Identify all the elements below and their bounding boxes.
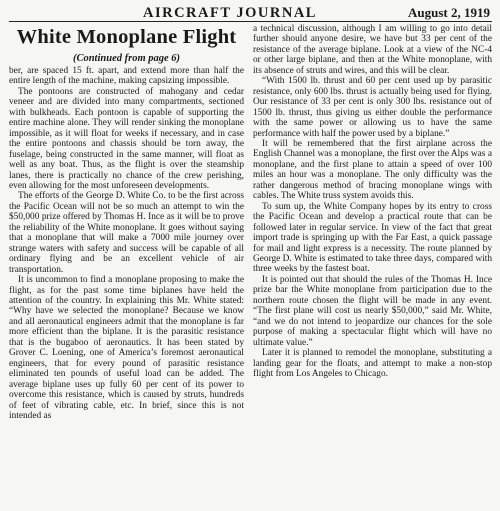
paragraph: The efforts of the George D. White Co. to be the first across the Pacific Ocean will not be so much an attempt to win the $50,000 prize offered by Thomas H. Ince as it will be to prove the reliability of the White monoplane. It goes without saying that a monoplane that will make a 7000 mile journey over strange waters with safety and success will be capable of all ordinary flying and be an excellent vehicle of air transportation. bbox=[9, 191, 244, 275]
paragraph: a technical discussion, although I am willing to go into detail further should anyone desire, we have but 33 per cent of the resistance of the average biplane. Look at a view of the NC-4 or other large biplane, and then at the White monoplane, with its absence of struts and wires, and this will be clear. bbox=[253, 24, 492, 76]
paragraph: It is uncommon to find a monoplane proposing to make the flight, as for the past some time biplanes have held the attention of the country. In explaining this Mr. White stated: “Why have we selected the monoplane? Because we know and all aeronautical engineers admit that the monoplane is far more efficient than the biplane. It is the parasitic resistance that is the bugaboo of aeronautics. It has been stated by Grover C. Loening, one of America’s foremost aeronautical engineers, that for every pound of parasitic resistance eliminated ten pounds of useful load can be added. The average biplane uses up fully 60 per cent of its power to overcome this resistance, which is caused by struts, hundreds of feet of vibrating cable, etc. In brief, since this is not intended as bbox=[9, 275, 244, 421]
paragraph: It is pointed out that should the rules of the Thomas H. Ince prize bar the White monoplane from participation due to the northern route chosen the flight will be made in any event. “The first plane will cost us nearly $50,000,” said Mr. White, “and we do not intend to jeopardize our chances for the sole purpose of making a spectacular flight which will have no ultimate value.” bbox=[253, 274, 492, 348]
journal-name: AIRCRAFT JOURNAL bbox=[143, 5, 317, 21]
paragraph: The pontoons are constructed of mahogany and cedar veneer and are divided into many compartments, sectioned with bulkheads. Each pontoon is capable of supporting the entire machine alone. They will render sinking the monoplane impossible, as it will float for weeks if necessary, and in case the entire pontoons and chassis should be torn away, the fuselage, being constructed in the same manner, will float as well as any boat. Thus, as the flight is over the steamship lanes, there is practically no chance of the crew perishing, even allowing for the most unforeseen developments. bbox=[9, 86, 244, 191]
paragraph: “With 1500 lb. thrust and 60 per cent used up by parasitic resistance, only 600 lbs. thrust is actually being used for flying. Our resistance of 33 per cent is only 300 lbs. resistance out of 1500 lb. thrust, thus giving us either double the performance with the same power or allowing us to have the same performance with half the power used by a biplane.” bbox=[253, 76, 492, 139]
paragraph: To sum up, the White Company hopes by its entry to cross the Pacific Ocean and develop a practical route that can be followed later in regular service. In view of the fact that great import trade is springing up with the Far East, a quick passage for mail and light express is a necessity. The route planned by George D. White is estimated to take three days, compared with three weeks by the fastest boat. bbox=[253, 201, 492, 275]
page-header bbox=[9, 5, 492, 22]
article-title: White Monoplane Flight bbox=[16, 26, 237, 48]
issue-date: August 2, 1919 bbox=[408, 5, 490, 20]
right-column bbox=[253, 24, 492, 379]
continued-note: (Continued from page 6) bbox=[72, 53, 181, 64]
paragraph: Later it is planned to remodel the monoplane, substituting a landing gear for the floats, and attempt to make a non-stop flight from Los Angeles to Chicago. bbox=[253, 348, 492, 379]
article-body bbox=[9, 24, 492, 511]
left-column bbox=[9, 24, 244, 421]
paragraph: It will be remembered that the first airplane across the English Channel was a monoplane, the first over the Alps was a monoplane, and the first plane to attain a speed of over 100 miles an hour was a monoplane. The only difficulty was the rather dangerous method of bracing monoplane wings with cables. The White truss system avoids this. bbox=[253, 138, 492, 202]
paragraph: ber, are spaced 15 ft. apart, and extend more than half the entire length of the machine, making capsizing impossible. bbox=[9, 66, 244, 87]
